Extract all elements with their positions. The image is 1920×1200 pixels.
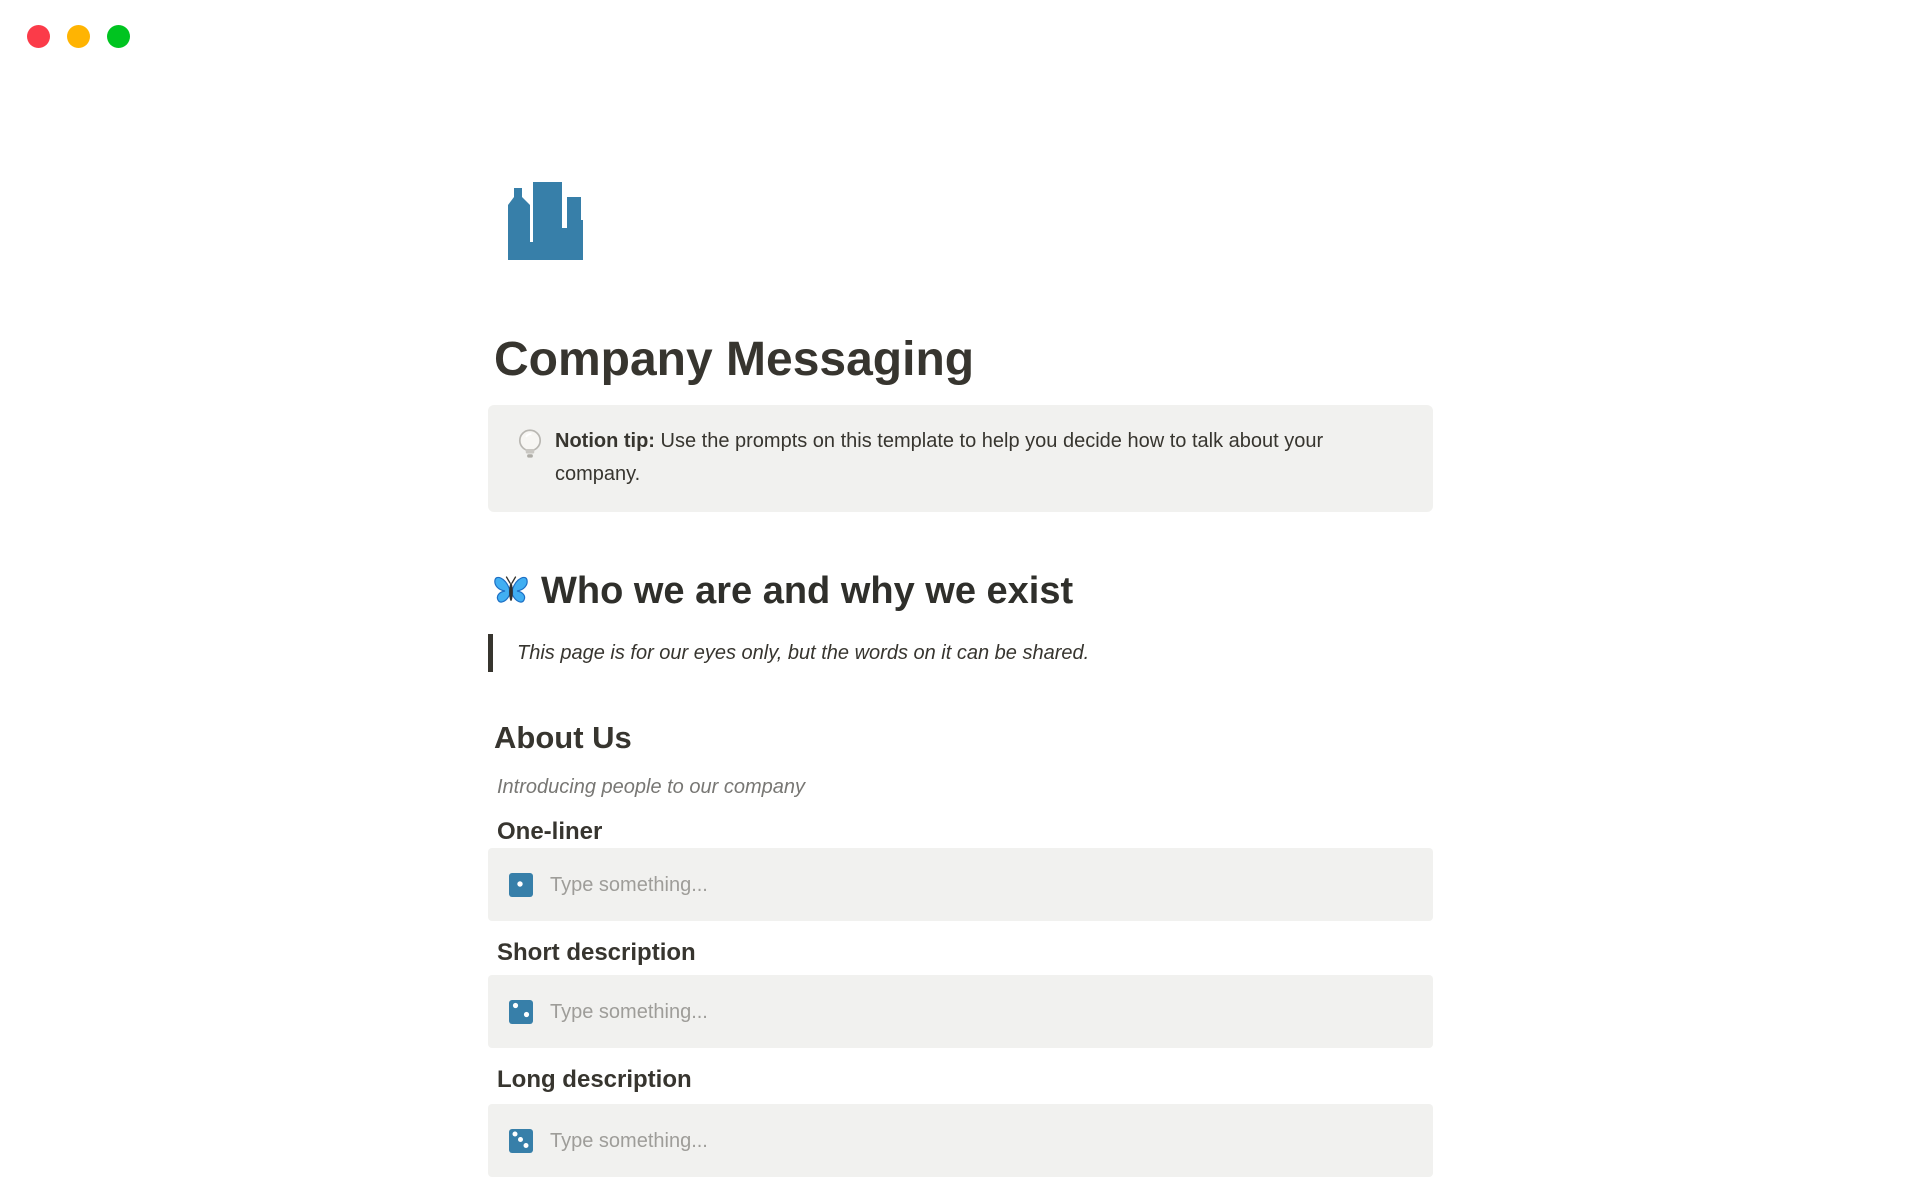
page-icon-city-buildings-icon[interactable] [505,180,583,260]
notion-tip-callout[interactable] [488,405,1433,512]
callout-bold-label: Notion tip: [555,430,655,452]
section-heading[interactable]: Who we are and why we exist [541,570,1074,612]
short-description-input[interactable] [488,975,1433,1048]
butterfly-icon [493,573,529,609]
long-description-input[interactable] [488,1104,1433,1177]
short-description-placeholder: Type something... [550,1000,708,1023]
field-label-short-description[interactable]: Short description [497,939,696,966]
one-liner-placeholder: Type something... [550,873,708,896]
lightbulb-icon [513,427,547,461]
quote-block[interactable] [488,634,1089,672]
minimize-window-button[interactable] [67,25,90,48]
long-description-placeholder: Type something... [550,1129,708,1152]
about-us-subtitle[interactable]: Introducing people to our company [497,776,805,798]
window-controls [27,25,130,48]
zoom-window-button[interactable] [107,25,130,48]
dice-three-icon [509,1129,533,1153]
page-title[interactable]: Company Messaging [494,333,975,386]
about-us-heading[interactable]: About Us [494,720,632,755]
field-label-one-liner[interactable]: One-liner [497,818,603,845]
quote-text: This page is for our eyes only, but the words on it can be shared. [517,642,1090,664]
section-heading-row[interactable] [493,568,1073,614]
field-label-long-description[interactable]: Long description [497,1066,692,1093]
close-window-button[interactable] [27,25,50,48]
city-buildings-icon [505,180,583,260]
callout-body-text: Use the prompts on this template to help you decide how to talk about your company. [555,430,1324,485]
dice-one-icon [509,873,533,897]
callout-text[interactable] [555,425,1405,491]
dice-two-icon [509,1000,533,1024]
one-liner-input[interactable] [488,848,1433,921]
